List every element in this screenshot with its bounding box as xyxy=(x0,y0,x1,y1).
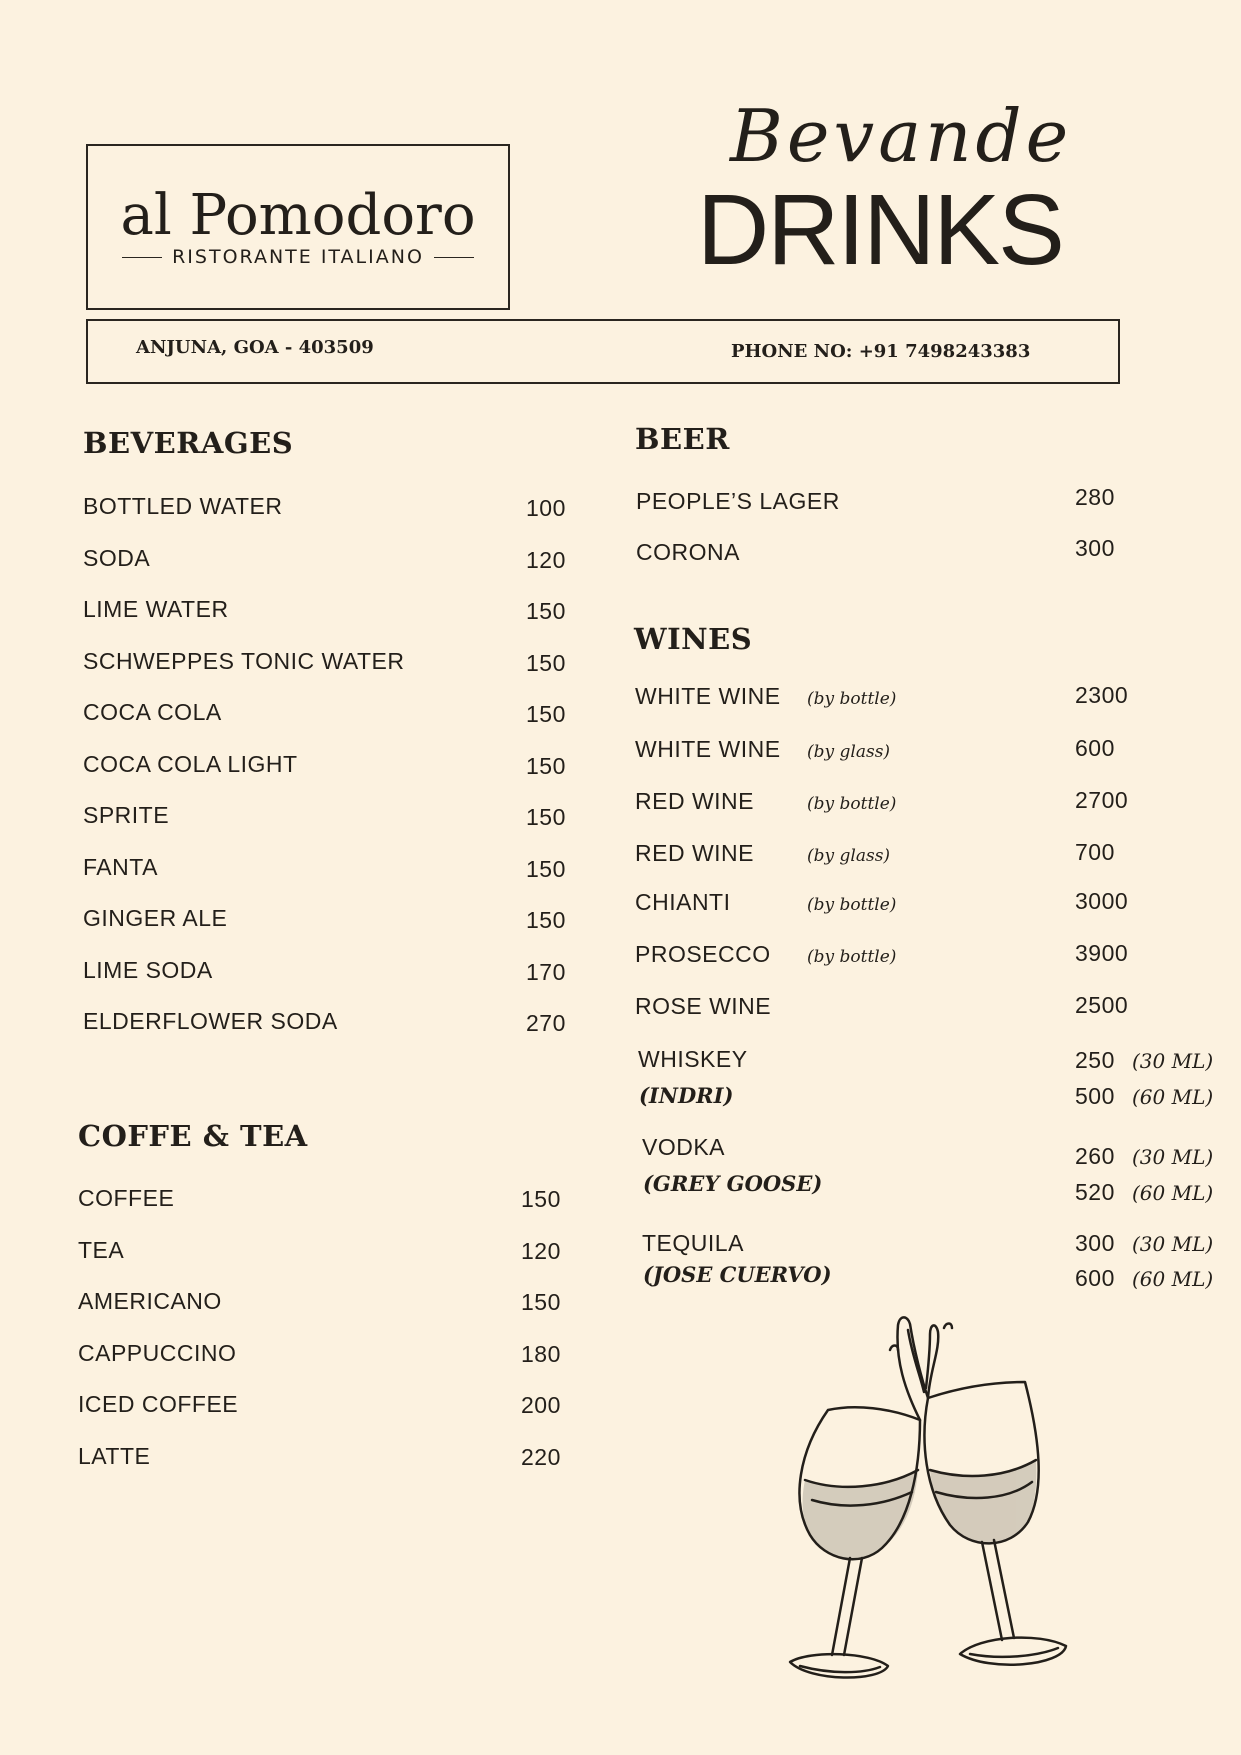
spirit-brand: (GREY GOOSE) xyxy=(643,1171,823,1196)
menu-item-note: (by bottle) xyxy=(807,947,897,967)
section-heading-wines: WINES xyxy=(634,622,753,656)
menu-item-price: 100 xyxy=(526,495,566,521)
menu-item-price: 270 xyxy=(526,1010,566,1036)
menu-item-name: FANTA xyxy=(83,853,158,880)
menu-item-price: 150 xyxy=(526,804,566,830)
divider xyxy=(434,257,474,258)
address: ANJUNA, GOA - 403509 xyxy=(136,337,374,358)
menu-item-name: ROSE WINE xyxy=(635,993,772,1019)
menu-item-note: (by bottle) xyxy=(807,794,897,814)
restaurant-subtitle xyxy=(88,248,508,267)
menu-item-price: 3900 xyxy=(1075,940,1129,966)
spirit-unit-30ml: (30 ML) xyxy=(1132,1232,1214,1256)
menu-item-name: CAPPUCCINO xyxy=(78,1339,237,1366)
menu-item-price: 150 xyxy=(526,855,566,882)
phone-number: PHONE NO: +91 7498243383 xyxy=(731,341,1031,362)
spirit-price-60ml: 520 xyxy=(1075,1179,1115,1205)
menu-item-name: COCA COLA xyxy=(83,699,222,725)
menu-item-name: PEOPLE’S LAGER xyxy=(636,488,840,514)
spirit-unit-60ml: (60 ML) xyxy=(1132,1085,1214,1109)
section-heading-coffee-tea: COFFE & TEA xyxy=(78,1119,308,1153)
spirit-name: VODKA xyxy=(642,1134,726,1160)
menu-item-price: 600 xyxy=(1075,735,1115,761)
menu-item-price: 150 xyxy=(526,598,566,624)
menu-item-price: 2700 xyxy=(1075,787,1129,813)
menu-item-price: 120 xyxy=(526,546,566,573)
spirit-unit-30ml: (30 ML) xyxy=(1132,1049,1214,1073)
spirit-unit-30ml: (30 ML) xyxy=(1132,1145,1214,1169)
spirit-price-30ml: 300 xyxy=(1075,1230,1115,1256)
menu-item-price: 200 xyxy=(521,1392,561,1418)
spirit-name: TEQUILA xyxy=(642,1230,744,1256)
divider xyxy=(122,257,162,258)
menu-item-price: 2300 xyxy=(1075,682,1129,708)
section-heading-beer: BEER xyxy=(635,422,730,456)
menu-item-name: RED WINE xyxy=(635,788,754,814)
menu-item-price: 150 xyxy=(526,752,566,779)
menu-item-price: 150 xyxy=(521,1289,561,1315)
spirit-unit-60ml: (60 ML) xyxy=(1132,1267,1214,1291)
menu-item-name: CHIANTI xyxy=(635,889,731,915)
page-title: DRINKS xyxy=(697,174,1063,286)
menu-item-name: SPRITE xyxy=(83,802,170,828)
menu-item-price: 170 xyxy=(526,958,566,985)
menu-item-name: WHITE WINE xyxy=(635,736,781,762)
section-heading-beverages: BEVERAGES xyxy=(83,426,294,460)
menu-item-name: SCHWEPPES TONIC WATER xyxy=(83,647,405,674)
menu-item-name: BOTTLED WATER xyxy=(83,493,283,519)
spirit-brand: (INDRI) xyxy=(639,1083,734,1108)
menu-item-price: 2500 xyxy=(1075,992,1129,1018)
menu-item-price: 300 xyxy=(1075,535,1115,561)
menu-item-name: AMERICANO xyxy=(78,1288,222,1314)
menu-item-name: LIME WATER xyxy=(83,596,229,622)
menu-item-note: (by bottle) xyxy=(807,895,897,915)
menu-item-price: 150 xyxy=(526,701,566,727)
menu-item-price: 150 xyxy=(526,649,566,676)
menu-item-note: (by bottle) xyxy=(807,689,897,709)
spirit-name: WHISKEY xyxy=(638,1046,748,1072)
menu-item-name: ELDERFLOWER SODA xyxy=(83,1008,338,1034)
menu-item-price: 280 xyxy=(1075,484,1115,510)
menu-item-price: 3000 xyxy=(1075,888,1129,914)
menu-item-name: WHITE WINE xyxy=(635,683,781,709)
menu-item-name: RED WINE xyxy=(635,840,754,866)
menu-item-name: CORONA xyxy=(636,539,740,565)
wine-glasses-toast-icon xyxy=(770,1310,1090,1700)
spirit-unit-60ml: (60 ML) xyxy=(1132,1181,1214,1205)
menu-item-price: 220 xyxy=(521,1443,561,1470)
menu-item-price: 120 xyxy=(521,1237,561,1264)
menu-item-note: (by glass) xyxy=(807,846,891,866)
spirit-price-30ml: 260 xyxy=(1075,1143,1115,1169)
menu-item-name: TEA xyxy=(78,1236,125,1263)
spirit-brand: (JOSE CUERVO) xyxy=(643,1262,832,1287)
restaurant-logo xyxy=(86,144,510,310)
menu-item-name: COFFEE xyxy=(78,1185,175,1211)
menu-item-name: LIME SODA xyxy=(83,956,213,983)
menu-item-name: SODA xyxy=(83,544,151,571)
menu-item-name: LATTE xyxy=(78,1442,151,1469)
spirit-price-60ml: 600 xyxy=(1075,1265,1115,1291)
menu-item-name: ICED COFFEE xyxy=(78,1391,239,1417)
script-title: Bevande xyxy=(730,94,1073,178)
menu-item-price: 700 xyxy=(1075,839,1115,865)
info-bar xyxy=(86,319,1120,384)
menu-item-name: GINGER ALE xyxy=(83,905,228,931)
menu-item-note: (by glass) xyxy=(807,742,891,762)
menu-item-name: COCA COLA LIGHT xyxy=(83,750,298,777)
spirit-price-60ml: 500 xyxy=(1075,1083,1115,1109)
restaurant-subtitle-text: RISTORANTE ITALIANO xyxy=(172,246,424,268)
spirit-price-30ml: 250 xyxy=(1075,1047,1115,1073)
menu-item-price: 180 xyxy=(521,1340,561,1367)
menu-item-price: 150 xyxy=(521,1186,561,1212)
restaurant-name: al Pomodoro xyxy=(120,183,476,248)
menu-item-price: 150 xyxy=(526,907,566,933)
menu-item-name: PROSECCO xyxy=(635,941,771,967)
